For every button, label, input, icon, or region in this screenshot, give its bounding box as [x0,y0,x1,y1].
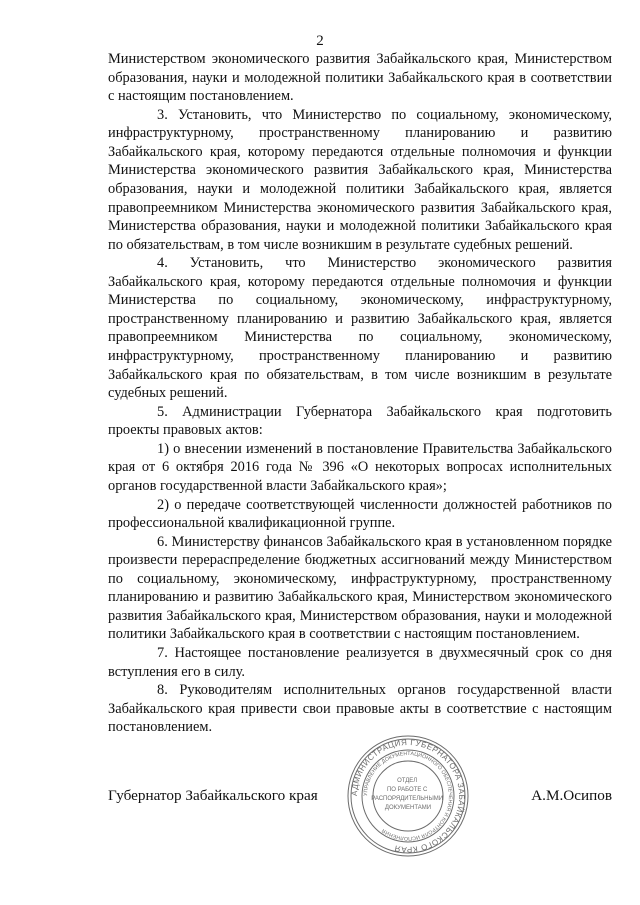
svg-text:ОТДЕЛ ПО РАБОТЕ С РАСП: ОТДЕЛ ПО РАБОТЕ С РАСПОРЯДИТЕЛЬНЫМИ ДОКУМЕНТАМИ [371,778,444,811]
paragraph: 1) о внесении изменений в постановление Правительства Забайкальского края от 6 октября 2016 года № 396 «О некоторых вопросах исполнительных органов государственной власти Забайкальского края»; [108,440,612,494]
paragraph: 7. Настоящее постановление реализуется в двухмесячный срок со дня вступления его в силу. [108,645,612,680]
svg-text:АДМИНИСТРАЦИЯ ГУБЕРНАТОРА ЗАБА: АДМИНИСТРАЦИЯ ГУБЕРНАТОРА ЗАБАЙКАЛЬСКОГО КРАЯ [349,737,467,855]
paragraph: Министерством экономического развития Забайкальского края, Министерством образования, науки и молодежной политики Забайкальского края в соответствии с настоящим постановлением. [108,51,612,105]
signatory-name: А.М.Осипов [531,787,612,804]
paragraph: 5. Администрации Губернатора Забайкальского края подготовить проекты правовых актов: [108,403,612,439]
paragraph: 2) о передаче соответствующей численности должностей работников по профессиональной квалификационной группе. [108,496,612,532]
page-number: 2 [316,33,324,49]
signatory-position: Губернатор Забайкальского края [108,787,318,804]
paragraph: 8. Руководителям исполнительных органов государственной власти Забайкальского края привести свои правовые акты в соответствие с настоящим постановлением. [108,682,612,736]
paragraph: 3. Установить, что Министерство по социальному, экономическому, инфраструктурному, пространственному планированию и развитию Забайкальского края, которому передаются отдельные полномочия и функции Министерства экономического развития Забайкальского края, Министерства образования, науки и молодежной политики Забайкальского края, является правопреемником Министерства экономического развития Забайкальского края, Министерства образования, науки и молодежной политики Забайкальского края по обязательствам, в том числе возникшим в результате судебных решений. [108,106,612,253]
svg-text:УПРАВЛЕНИЕ ДОКУМЕНТАЦИОННОГО О: УПРАВЛЕНИЕ ДОКУМЕНТАЦИОННОГО ОБЕСПЕЧЕНИЯ И КОНТРОЛЯ ИСПОЛНЕНИЯ [362,750,454,842]
paragraph: 6. Министерству финансов Забайкальского края в установленном порядке произвести перераспределение бюджетных ассигнований между Министерством по социальному, экономическому, инфраструктурному, пространственному планированию и развитию Забайкальского края, Министерством экономического развития Забайкальского края, Министерством образования, науки и молодежной политики Забайкальского края в соответствии с настоящим постановлением. [108,533,612,643]
official-stamp [345,733,471,859]
paragraph: 4. Установить, что Министерство экономического развития Забайкальского края, которому передаются отдельные полномочия и функции Министерства по социальному, экономическому, инфраструктурному, пространственному планированию и развитию Забайкальского края, является правопреемником Министерства по социальному, экономическому, инфраструктурному, пространственному планированию и развитию Забайкальского края по обязательствам, в том числе возникшим в результате судебных решений. [108,255,612,402]
document-body [108,50,612,737]
